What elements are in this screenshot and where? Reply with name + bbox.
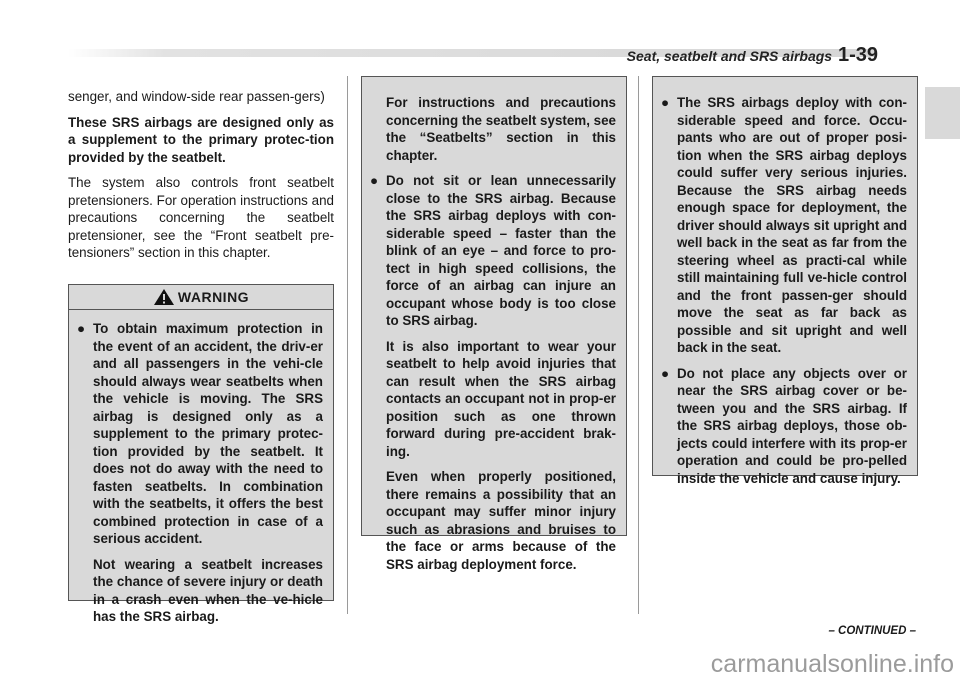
chapter-side-tab <box>925 87 960 139</box>
page-number: 1-39 <box>837 44 878 66</box>
paragraph-continuation: senger, and window-side rear passen-gers) <box>68 89 325 104</box>
column-divider-left <box>347 76 348 614</box>
bullet-icon: ● <box>661 95 670 110</box>
page-header <box>627 44 878 67</box>
warning-box-right <box>652 76 918 486</box>
paragraph-pretensioners: The system also controls front seatbelt pretensioners. For operation instructions and precautions concerning the seatbelt pretensioner, see the “Front seatbelt pre-tensioners” section in this chapter. <box>68 175 334 260</box>
warning-text-cont: It is also important to wear your seatbelt to help avoid injuries that can result when the SRS airbag contacts an occupant not in prop-er position such as one thrown forward during pre-accident brak-ing. <box>386 338 616 459</box>
warning-header <box>68 284 334 310</box>
warning-text: The SRS airbags deploy with con-siderable speed and force. Occu-pants who are out of proper posi-tion when the SRS airbag deploys could suffer very serious injuries. Because the SRS airbag needs enough space for deployment, the driver should always sit upright and well back in the seat as far from the steering wheel as practi-cal while still maintaining full ve-hicle control and the front passen-ger should move the seat as far back as possible and sit upright and well back in the seat. <box>677 95 907 355</box>
section-title: Seat, seatbelt and SRS airbags <box>626 48 833 64</box>
bullet-icon: ● <box>77 321 86 336</box>
warning-text: To obtain maximum protection in the event of an accident, the driv-er and all passengers in the vehi-cle should always wear seatbelts when the vehicle is moving. The SRS airbag is designed only as a supplement to the primary protec-tion provided by the seatbelt. It does not do away with the need to fasten seatbelts. In combination with the seatbelts, it offers the best combined protection in case of a serious accident. <box>93 321 323 546</box>
warning-intro: For instructions and precautions concerning the seatbelt system, see the “Seatbelts” section in this chapter. <box>386 95 616 163</box>
left-column <box>68 88 334 270</box>
paragraph-supplement: These SRS airbags are designed only as a supplement to the primary protec-tion provided by the seatbelt. <box>68 114 334 165</box>
list-item <box>659 94 907 357</box>
warning-triangle-icon <box>153 288 175 306</box>
warning-text: Do not sit or lean unnecessarily close to the SRS airbag. Because the SRS airbag deploys with con-siderable speed – faster than the blink of an eye – and force to pro-tect in high speed collisions, the force of an airbag can injure an occupant whose body is too close to SRS airbag. <box>386 173 616 328</box>
warning-text-cont: Even when properly positioned, there remains a possibility that an occupant may suffer minor injury such as abrasions and bruises to the face or arms because of the SRS airbag deployment force. <box>386 469 616 572</box>
warning-text: Do not place any objects over or near the SRS airbag cover or be-tween you and the SRS airbag. If the SRS airbag deploys, those ob-jects could interfere with its prop-er operation and could be pro-pelled inside the vehicle and cause injury. <box>677 365 907 486</box>
list-item <box>75 320 323 548</box>
warning-box-left <box>68 309 334 624</box>
continued-label: – CONTINUED – <box>828 625 916 637</box>
watermark: carmanualsonline.info <box>710 650 954 678</box>
bullet-icon: ● <box>661 365 670 381</box>
warning-text-cont: Not wearing a seatbelt increases the chance of severe injury or death in a crash even when the ve-hicle has the SRS airbag. <box>93 556 323 624</box>
warning-label: WARNING <box>177 289 250 305</box>
bullet-icon: ● <box>370 173 379 188</box>
list-item <box>368 172 616 330</box>
list-item <box>659 365 907 488</box>
column-divider-right <box>638 76 639 614</box>
warning-box-middle <box>361 76 627 572</box>
